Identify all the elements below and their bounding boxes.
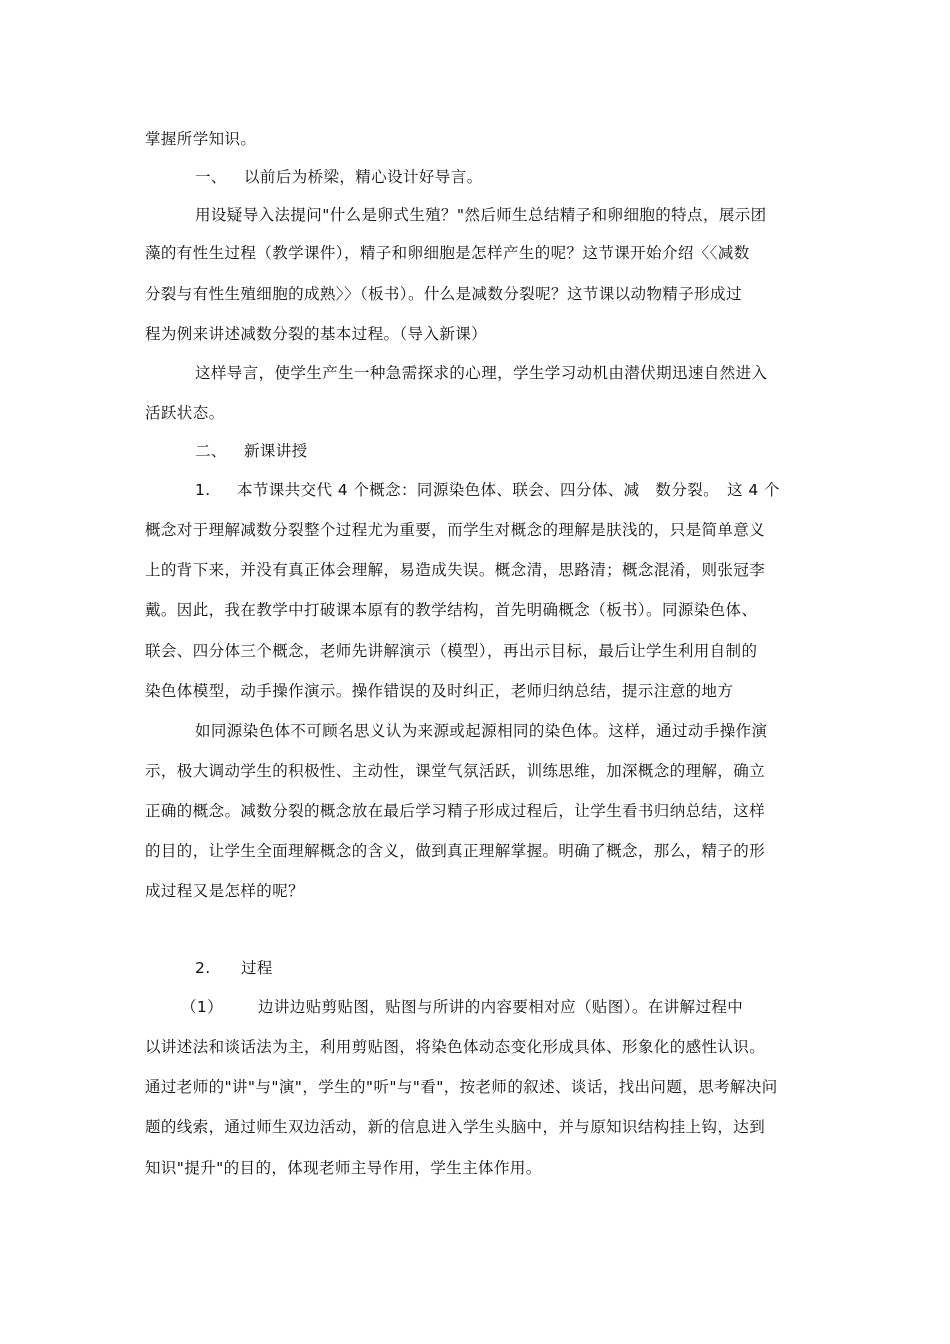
paragraph-line: 程为例来讲述减数分裂的基本过程。（导入新课） [145, 325, 488, 343]
section-heading: 以前后为桥梁，精心设计好导言。 [244, 168, 483, 186]
paragraph-line: 联会、四分体三个概念，老师先讲解演示（模型），再出示目标，最后让学生利用自制的 [145, 642, 758, 660]
item-number: 2. [195, 959, 211, 977]
paragraph-line: 知识"提升"的目的，体现老师主导作用，学生主体作用。 [145, 1159, 542, 1177]
paragraph-line: 本节课共交代 4 个概念：同源染色体、联会、四分体、减 数分裂。 这 4 个 [237, 481, 780, 499]
item-heading: 过程 [241, 959, 273, 977]
paragraph-line: 用设疑导入法提问"什么是卵式生殖？"然后师生总结精子和卵细胞的特点，展示团 [195, 206, 767, 224]
paragraph-line: 成过程又是怎样的呢？ [145, 882, 305, 900]
paragraph-line: 掌握所学知识。 [145, 130, 257, 148]
section-number: 二、 [195, 442, 227, 460]
paragraph-line: 上的背下来，并没有真正体会理解，易造成失误。概念清，思路清；概念混淆，则张冠李 [145, 561, 766, 579]
paragraph-line: 题的线索，通过师生双边活动，新的信息进入学生头脑中，并与原知识结构挂上钩，达到 [145, 1118, 766, 1136]
paragraph-line: 藻的有性生过程（教学课件），精子和卵细胞是怎样产生的呢？这节课开始介绍〈〈减数 [145, 244, 750, 262]
item-number: 1. [195, 481, 211, 499]
paragraph-line: 正确的概念。减数分裂的概念放在最后学习精子形成过程后，让学生看书归纳总结，这样 [145, 802, 766, 820]
paragraph-line: 分裂与有性生殖细胞的成熟〉〉（板书）。什么是减数分裂呢？这节课以动物精子形成过 [145, 285, 742, 303]
paragraph-line: 示，极大调动学生的积极性、主动性，课堂气氛活跃，训练思维，加深概念的理解，确立 [145, 762, 766, 780]
paragraph-line: 通过老师的"讲"与"演"，学生的"听"与"看"，按老师的叙述、谈话，找出问题，思考解决问 [145, 1078, 778, 1096]
paragraph-line: 边讲边贴剪贴图，贴图与所讲的内容要相对应（贴图）。在讲解过程中 [258, 998, 744, 1016]
sub-item-number: （1） [181, 998, 224, 1016]
paragraph-line: 的目的，让学生全面理解概念的含义，做到真正理解掌握。明确了概念，那么，精子的形 [145, 842, 766, 860]
paragraph-line: 以讲述法和谈话法为主，利用剪贴图，将染色体动态变化形成具体、形象化的感性认识。 [145, 1038, 766, 1056]
paragraph-line: 染色体模型，动手操作演示。操作错误的及时纠正，老师归纳总结，提示注意的地方 [145, 682, 734, 700]
section-heading: 新课讲授 [244, 442, 308, 460]
paragraph-line: 这样导言，使学生产生一种急需探求的心理，学生学习动机由潜伏期迅速自然进入 [195, 364, 768, 382]
paragraph-line: 戴。因此，我在教学中打破课本原有的教学结构，首先明确概念（板书）。同源染色体、 [145, 601, 758, 619]
paragraph-line: 概念对于理解减数分裂整个过程尤为重要，而学生对概念的理解是肤浅的，只是简单意义 [145, 521, 766, 539]
section-number: 一、 [195, 168, 227, 186]
paragraph-line: 如同源染色体不可顾名思义认为来源或起源相同的染色体。这样，通过动手操作演 [195, 722, 768, 740]
paragraph-line: 活跃状态。 [145, 404, 225, 422]
